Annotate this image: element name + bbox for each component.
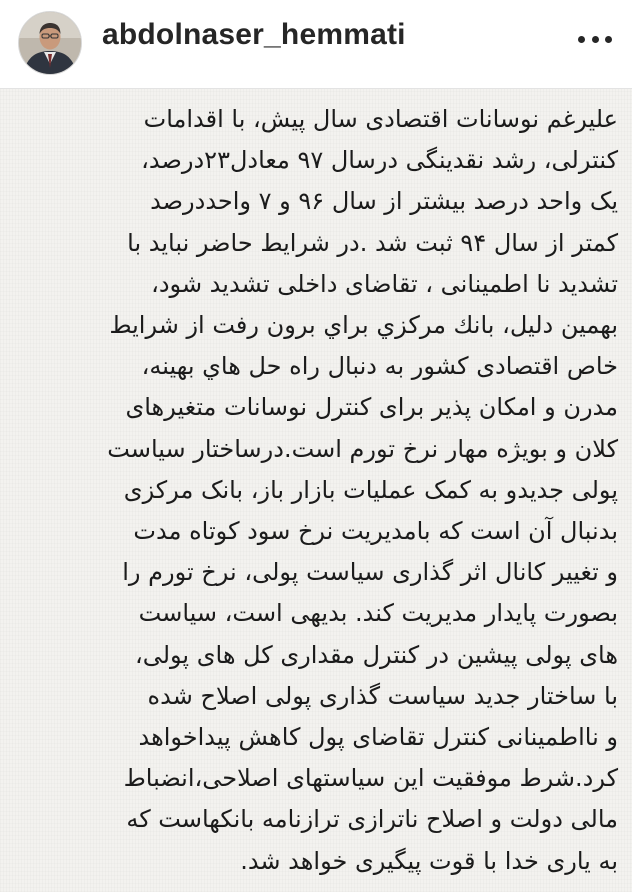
post-text-line: به یاری خدا با قوت پیگیری خواهد شد.: [240, 846, 618, 875]
post-text-line: خاص اقتصادی کشور به دنبال راه حل هاي بهينه،: [141, 352, 618, 381]
post-text-line: یک واحد درصد بیشتر از سال ۹۶ و ۷ واحددرصد: [150, 187, 618, 216]
post-text-line: کلان و بویژه مهار نرخ تورم است.درساختار سیاست: [107, 434, 618, 463]
post-header: [0, 0, 632, 89]
post-text-line: مالی دولت و اصلاح ناترازی ترازنامه بانکهاست که: [126, 805, 618, 834]
profile-photo-icon: [19, 12, 81, 74]
post-text-line: بصورت پایدار مدیریت کند. بدیهی است، سیاست: [138, 599, 618, 628]
post-text-line: بدنبال آن است که بامدیریت نرخ سود کوتاه مدت: [133, 517, 618, 546]
avatar[interactable]: [18, 11, 82, 75]
more-options-icon: [605, 36, 612, 43]
post-text-line: پولی جدیدو به کمک عملیات بازار باز، بانک مرکزی: [123, 475, 618, 504]
post-text-line: های پولی پیشین در کنترل مقداری کل های پولی،: [134, 640, 618, 669]
post-text-line: کمتر از سال ۹۴ ثبت شد .در شرایط حاضر نباید با: [127, 228, 618, 257]
post-text-line: مدرن و امکان پذیر برای کنترل نوسانات متغیرهای: [125, 393, 618, 422]
post-text-line: بهمین دلیل، بانك مركزي براي برون رفت از شرايط: [109, 311, 618, 340]
post-text-line: با ساختار جدید سیاست گذاری پولی اصلاح شده: [147, 681, 618, 710]
more-options-icon: [592, 36, 599, 43]
username[interactable]: abdolnaser_hemmati: [102, 18, 406, 51]
post-text-line: کنترلی، رشد نقدینگی درسال ۹۷ معادل۲۳درصد،: [141, 146, 618, 175]
post-text-line: و نااطمینانی کنترل تقاضای پول کاهش پیداخواهد: [138, 723, 618, 752]
post-text-line: و تغییر کانال اثر گذاری سیاست پولی، نرخ تورم را: [122, 558, 618, 587]
more-options-icon: [578, 36, 585, 43]
post-text-line: علیرغم نوسانات اقتصادی سال پیش، با اقدامات: [143, 105, 618, 133]
post-text-line: کرد.شرط موفقیت این سیاستهای اصلاحی،انضباط: [123, 764, 618, 793]
post-image: [0, 89, 632, 892]
post-caption-text: [14, 99, 618, 882]
more-options-button[interactable]: [578, 24, 612, 54]
post-text-line: تشدید نا اطمینانی ، تقاضای داخلی تشدید شود،: [151, 269, 618, 298]
